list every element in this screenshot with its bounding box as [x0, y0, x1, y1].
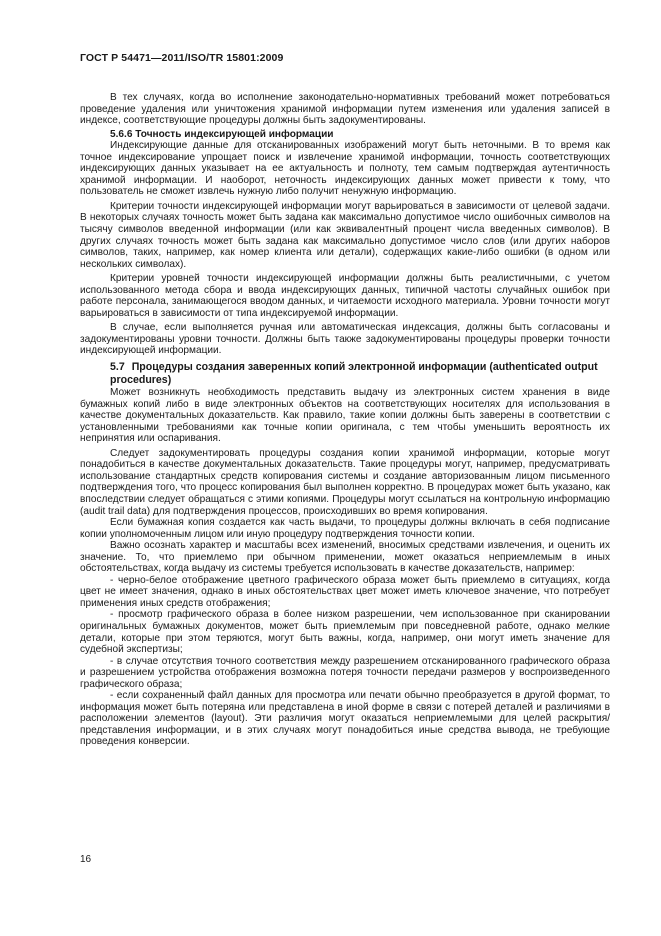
paragraph: Если бумажная копия создается как часть выдачи, то процедуры должны включать в себя подписание копии уполномоченным лицом или иную процедуру подтверждения точности копии. [80, 517, 610, 540]
paragraph: Важно осознать характер и масштабы всех изменений, вносимых средствами извлечения, и оценить их значение. То, что приемлемо при обычном применении, может оказаться неприемлемым в иных обстоятельствах, когда выдачу из системы требуется использовать в качестве доказательств, например: [80, 540, 610, 575]
section-heading-5-6-6: 5.6.6 Точность индексирующей информации [110, 128, 334, 140]
section-number: 5.7 [110, 361, 125, 374]
paragraph: В случае, если выполняется ручная или автоматическая индексация, должны быть согласованы и задокументированы уровни точности. Должны быть также задокументированы процедуры проверки точности индексирующей информации. [80, 322, 610, 357]
paragraph: Следует задокументировать процедуры создания копии хранимой информации, которые могут понадобиться в качестве документальных доказательств. Такие процедуры могут, например, предусматривать использование стандартных средств копирования системы и создание авторизованным лицом письменного подтверждения того, что процесс копирования был выполнен корректно. В процедурах может быть указано, как впоследствии следует обращаться с этими копиями. Процедуры могут ссылаться на контрольную информацию (audit trail data) для подтверждения процессов, происходивших во время копирования. [80, 447, 610, 517]
list-item: - в случае отсутствия точного соответствия между разрешением отсканированного графического образа и разрешением устройства отображения возможна потеря точности передачи размеров у воспроизведенного графического образа; [80, 655, 610, 690]
list-item: - просмотр графического образа в более низком разрешении, чем использованное при сканировании оригинальных бумажных документов, может быть приемлемым при повседневной работе, однако мелкие детали, которые при этом теряются, могут быть важны, когда, например, они могут иметь значение для судебной экспертизы; [80, 609, 610, 656]
section-title: Процедуры создания заверенных копий электронной информации (authenticated output procedures) [110, 361, 598, 386]
paragraph: В тех случаях, когда во исполнение законодательно-нормативных требований может потребоваться проведение удаления или уничтожения хранимой информации путем изменения или удаления записей в индексе, соответствующие процедуры должны быть задокументированы. [80, 92, 610, 127]
list-item: - если сохраненный файл данных для просмотра или печати обычно преобразуется в другой формат, то информация может быть потеряна или представлена в иной форме в связи с потерей деталей и различиями в расположении элементов (layout). Эти различия могут оказаться неприемлемыми для целей раскрытия/представления информации, и в этих случаях могут понадобиться иные средства вывода, не требующие проведения конверсии. [80, 690, 610, 748]
paragraph: Может возникнуть необходимость представить выдачу из электронных систем хранения в виде бумажных копий либо в виде электронных объектов на соответствующих носителях для использования в качестве документальных доказательств. Как правило, такие копии должны быть заверены в соответствии с установленными требованиями как точные копии оригинала, с тем чтобы уменьшить вероятность их непринятия или оспаривания. [80, 387, 610, 445]
page-number: 16 [80, 854, 92, 865]
paragraph: Критерии уровней точности индексирующей информации должны быть реалистичными, с учетом использованного метода сбора и ввода индексирующих данных, типичной частоты случайных ошибок при работе персонала, занимающегося вводом данных, и читаемости исходного материала. Уровни точности могут варьироваться в зависимости от типа индексируемой информации. [80, 273, 610, 319]
page-content [80, 92, 610, 748]
document-header: ГОСТ Р 54471—2011/ISO/TR 15801:2009 [80, 52, 284, 64]
paragraph: Критерии точности индексирующей информации могут варьироваться в зависимости от целевой задачи. В некоторых случаях точность может быть задана как максимально допустимое число ошибочных символов на тысячу символов введенной информации (или как эквивалентный процент числа введенных символов). В других случаях точность может быть задана как максимально допустимое число слов (или других наборов символов, таких, например, как номер клиента или детали), содержащих какие-либо ошибки (в одном или нескольких символах). [80, 200, 610, 270]
section-heading-5-7 [80, 361, 610, 386]
paragraph: Индексирующие данные для отсканированных изображений могут быть неточными. В то время как точное индексирование упрощает поиск и извлечение хранимой информации, точность соответствующих индексирующих данных указывает на ее актуальность и полноту, тем самым подтверждая аутентичность хранимой информации. И наоборот, неточность индексирующих данных может привести к тому, что пользователь не сможет извлечь нужную либо получит ненужную информацию. [80, 140, 610, 198]
list-item: - черно-белое отображение цветного графического образа может быть приемлемо в ситуациях, когда цвет не имеет значения, однако в иных обстоятельствах цвет может иметь ключевое значение, что потребует применения иных средств отображения; [80, 574, 610, 609]
